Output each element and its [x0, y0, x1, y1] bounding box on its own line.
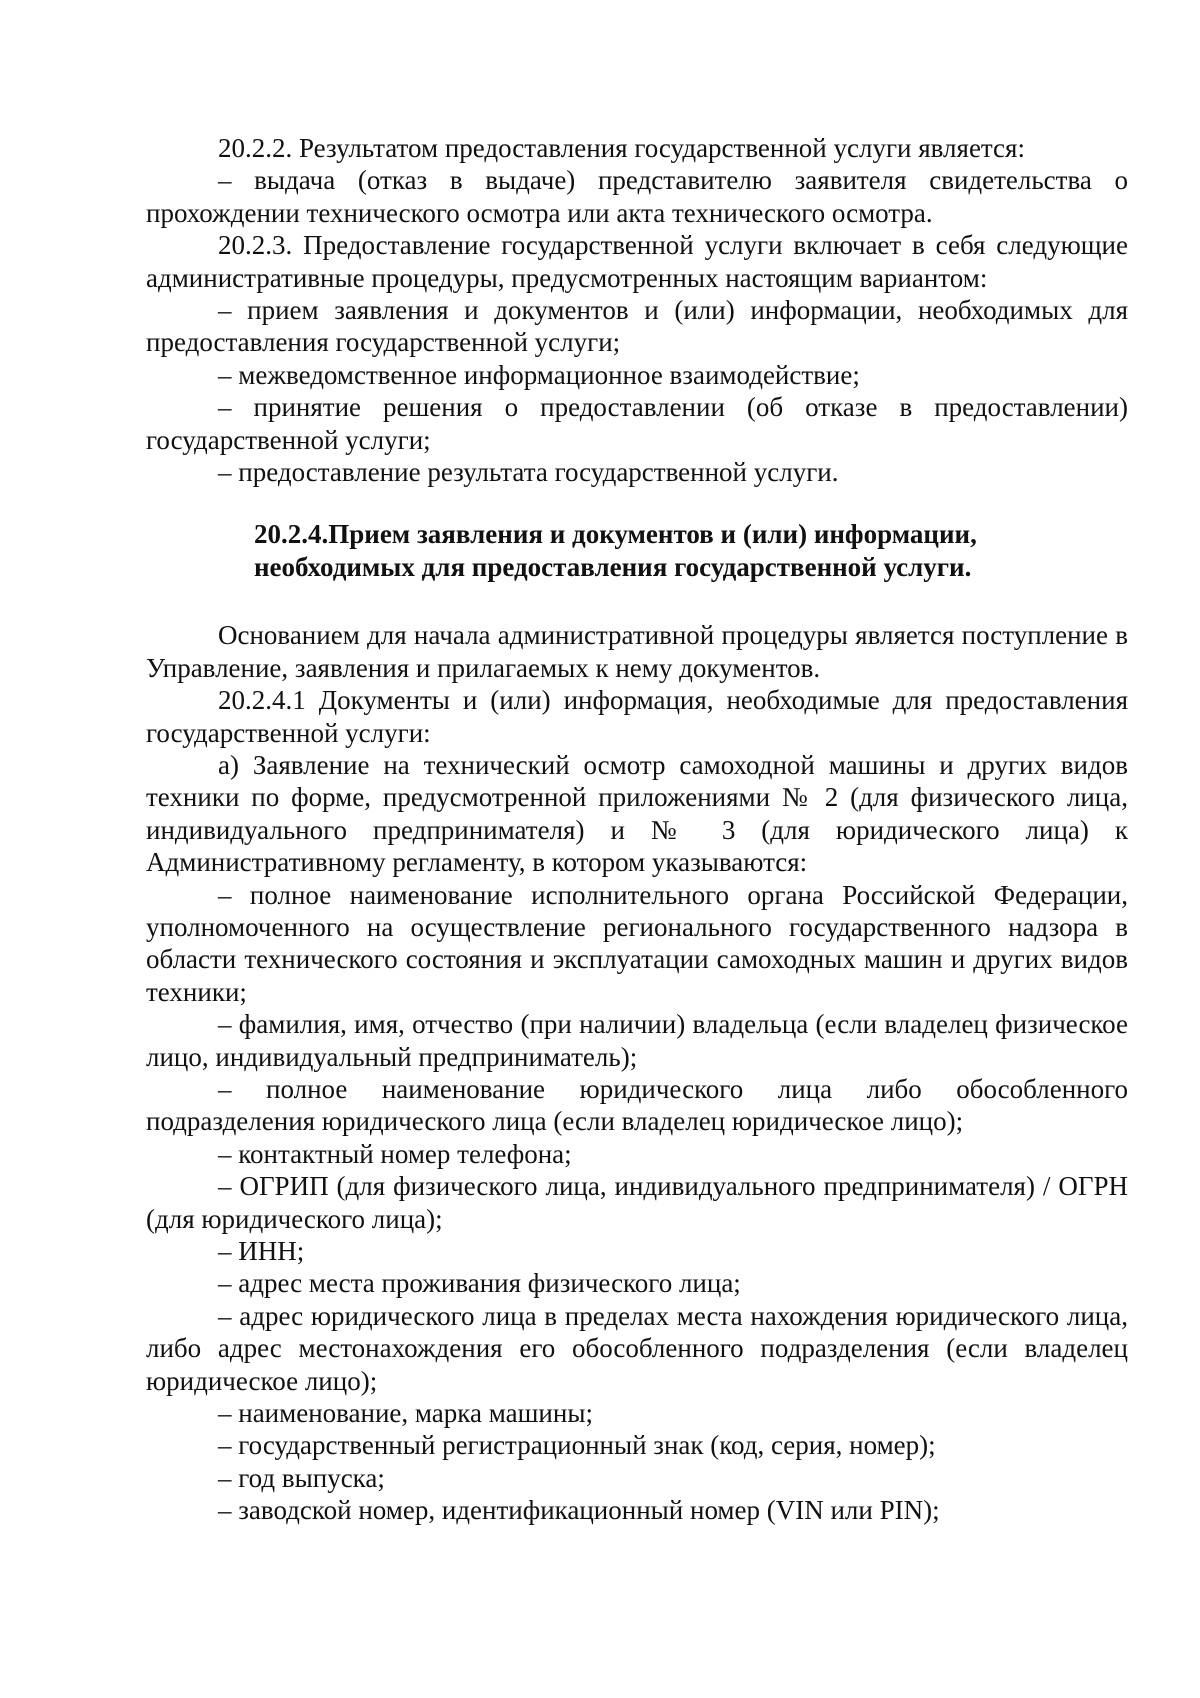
list-item-serial-number: – заводской номер, идентификационный номер (VIN или PIN);: [218, 1495, 940, 1526]
heading-line-1: 20.2.4.Прием заявления и документов и (или) информации,: [254, 519, 977, 550]
list-item-procedure-1: – прием заявления и документов и (или) информации, необходимых для предоставления государственной услуги;: [146, 295, 1128, 358]
document-body: [146, 132, 1128, 1527]
basis-paragraph: Основанием для начала административной процедуры является поступление в Управление, заявления и прилагаемых к нему документов.: [146, 620, 1128, 683]
list-item-owner-name: – фамилия, имя, отчество (при наличии) владельца (если владелец физическое лицо, индивидуальный предприниматель);: [146, 1009, 1128, 1072]
list-item-registration-plate: – государственный регистрационный знак (код, серия, номер);: [218, 1430, 936, 1461]
list-item-procedure-2: – межведомственное информационное взаимодействие;: [218, 359, 860, 390]
clause-20-2-3: 20.2.3. Предоставление государственной услуги включает в себя следующие административные процедуры, предусмотренных настоящим вариантом:: [146, 230, 1128, 293]
list-item-phone: – контактный номер телефона;: [218, 1138, 572, 1169]
list-item-result: – выдача (отказ в выдаче) представителю заявителя свидетельства о прохождении технического осмотра или акта технического осмотра.: [146, 165, 1128, 228]
list-item-procedure-3: – принятие решения о предоставлении (об отказе в предоставлении) государственной услуги;: [146, 392, 1128, 455]
list-item-procedure-4: – предоставление результата государственной услуги.: [218, 457, 839, 488]
clause-20-2-2: 20.2.2. Результатом предоставления государственной услуги является:: [218, 133, 1025, 163]
clause-20-2-4-1: 20.2.4.1 Документы и (или) информация, необходимые для предоставления государственной услуги:: [146, 685, 1128, 748]
heading-line-2: необходимых для предоставления государственной услуги.: [254, 551, 972, 582]
list-item-residence-address: – адрес места проживания физического лица;: [218, 1268, 741, 1299]
section-heading-20-2-4: [146, 518, 1128, 583]
list-item-legal-entity-name: – полное наименование юридического лица либо обособленного подразделения юридического лица (если владелец юридическое лицо);: [146, 1073, 1128, 1137]
item-a-application: а) Заявление на технический осмотр самоходной машины и других видов техники по форме, предусмотренной приложениями № 2 (для физического лица, индивидуального предпринимателя) и № 3 (для юридического лица) к Административному регламенту, в котором указываются:: [146, 749, 1128, 878]
list-item-machine-brand: – наименование, марка машины;: [218, 1398, 593, 1429]
list-item-year: – год выпуска;: [218, 1462, 385, 1493]
list-item-ogrip-ogrn: – ОГРИП (для физического лица, индивидуального предпринимателя) / ОГРН (для юридического лица);: [146, 1171, 1128, 1234]
list-item-inn: – ИНН;: [218, 1236, 305, 1266]
list-item-authority-name: – полное наименование исполнительного органа Российской Федерации, уполномоченного на осуществление регионального государственного надзора в области технического состояния и эксплуатации самоходных машин и других видов техники;: [146, 879, 1128, 1007]
list-item-legal-address: – адрес юридического лица в пределах места нахождения юридического лица, либо адрес местонахождения его обособленного подразделения (если владелец юридическое лицо);: [146, 1300, 1128, 1396]
